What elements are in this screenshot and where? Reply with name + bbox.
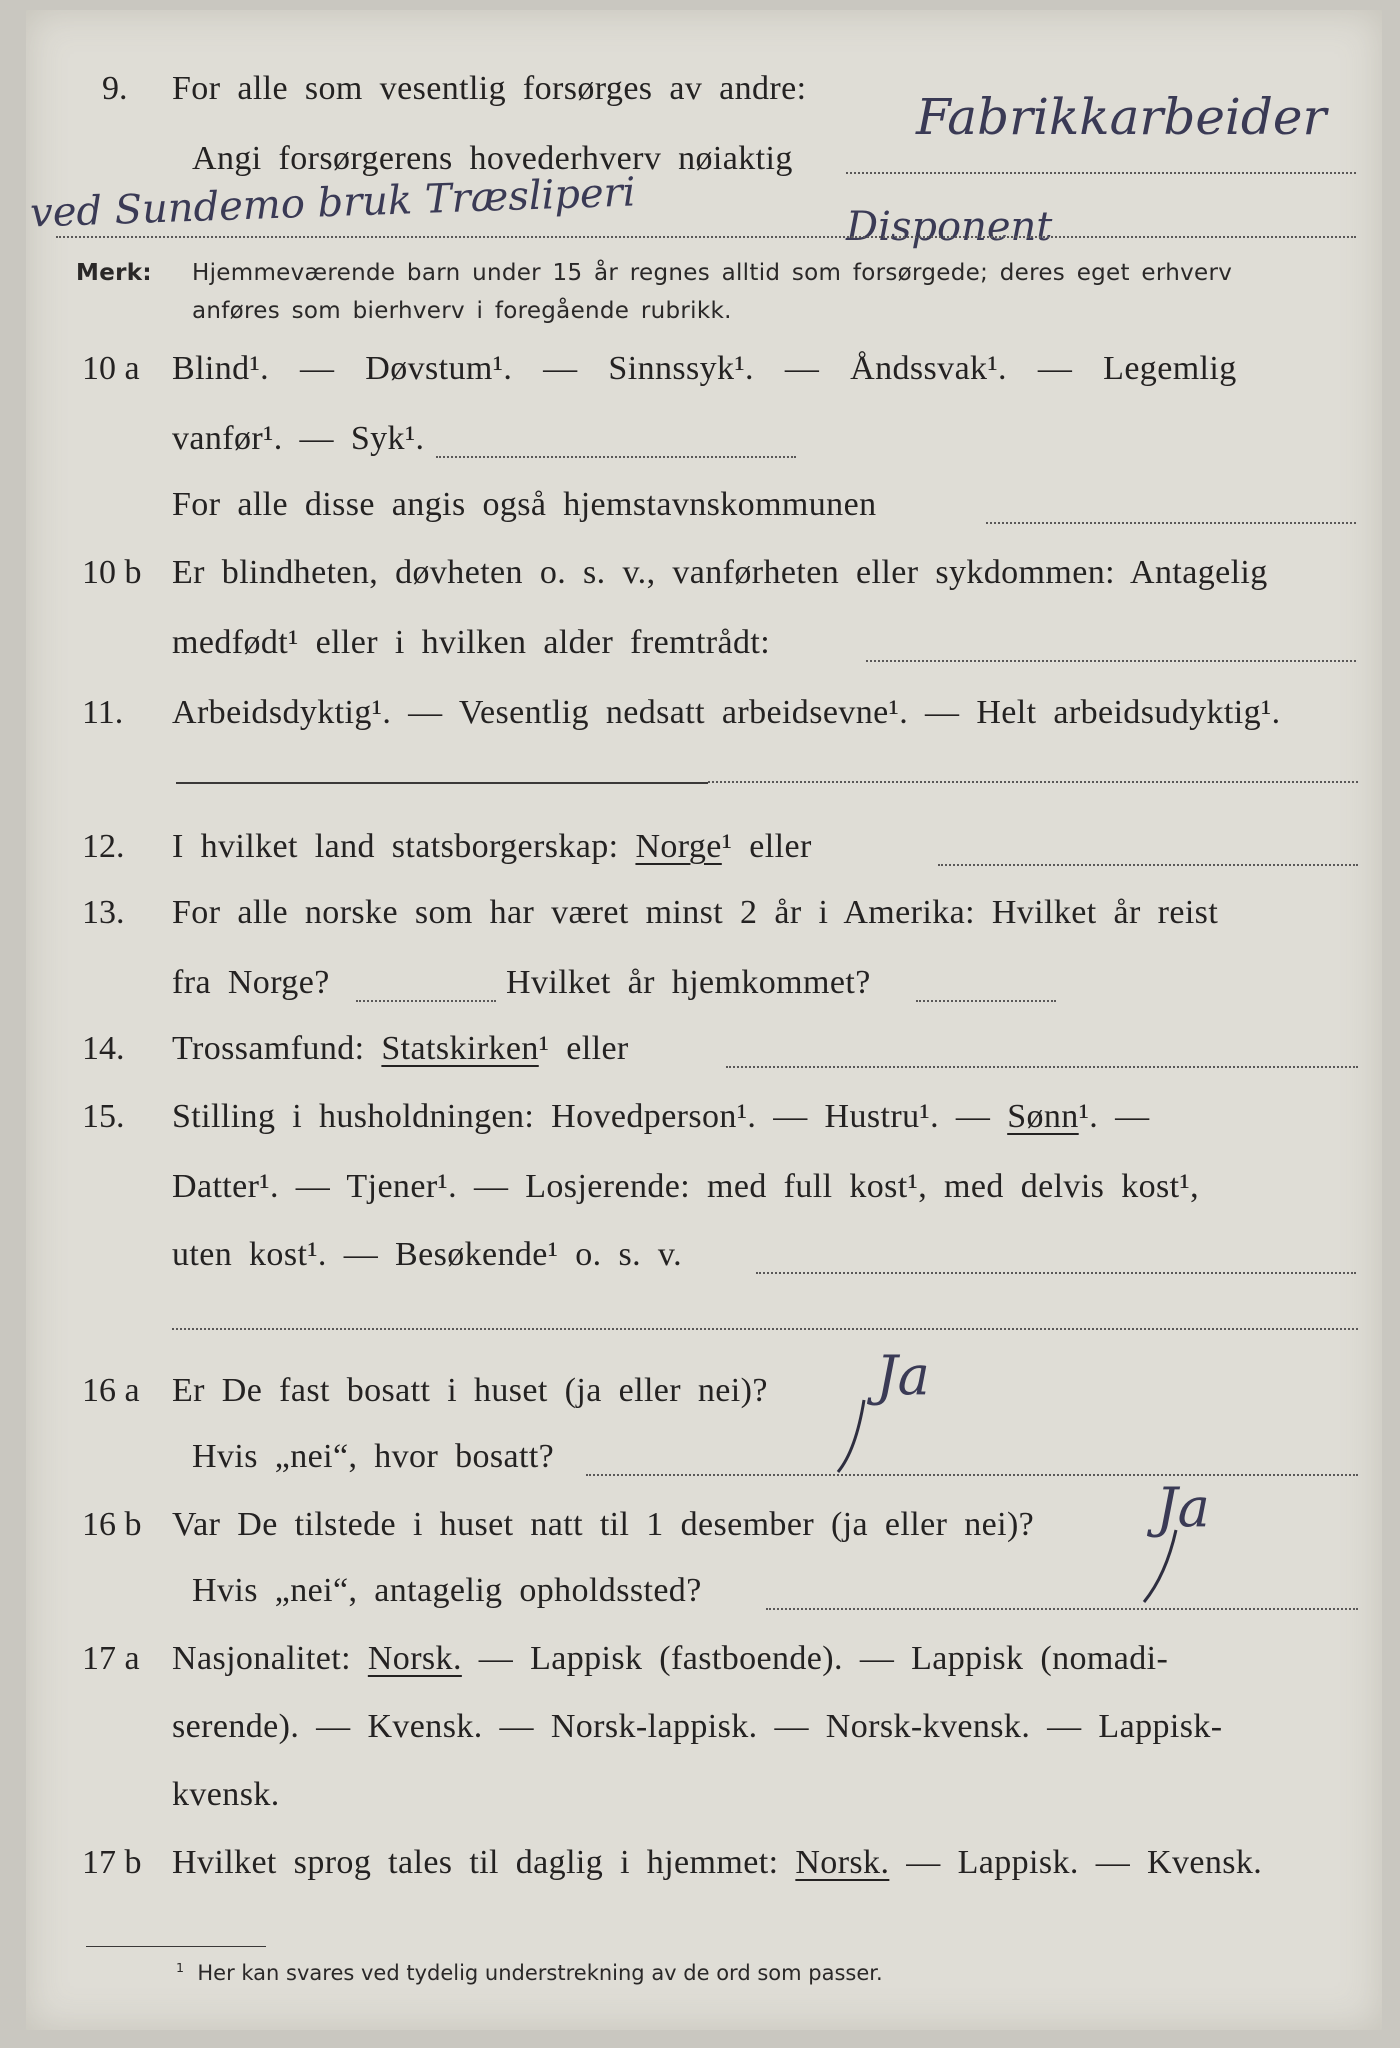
q9-handwritten-answer-3: Disponent	[846, 204, 1053, 250]
q16b-line2: Hvis „nei“, antagelig opholdssted?	[192, 1572, 702, 1609]
q13-line2a: fra Norge?	[172, 964, 330, 1001]
q16a-line1: Er De fast bosatt i huset (ja eller nei)?	[172, 1372, 768, 1409]
q15-line3: uten kost¹. — Besøkende¹ o. s. v.	[172, 1236, 683, 1273]
q17a-underlined-norsk: Norsk.	[367, 1640, 462, 1677]
merk-label: Merk:	[76, 260, 152, 286]
form-page	[26, 10, 1382, 2030]
q9-number: 9.	[102, 70, 128, 107]
q16a-line2: Hvis „nei“, hvor bosatt?	[192, 1438, 555, 1475]
q17a-line2: serende). — Kvensk. — Norsk-lappisk. — Norsk-kvensk. — Lappisk-	[172, 1708, 1223, 1745]
q12-underlined-norge: Norge	[635, 828, 722, 865]
merk-line1: Hjemmeværende barn under 15 år regnes alltid som forsørgede; deres eget erhverv	[192, 260, 1233, 286]
q17a-number: 17 a	[82, 1640, 140, 1677]
q9-line1: For alle som vesentlig forsørges av andre:	[172, 70, 807, 107]
q13-line2b: Hvilket år hjemkommet?	[506, 964, 871, 1001]
q14-line: Trossamfund: Statskirken¹ eller	[172, 1030, 629, 1067]
merk-line2: anføres som bierhverv i foregående rubrikk.	[192, 298, 732, 324]
q9-handwritten-answer-2: ved Sundemo bruk Træsliperi	[29, 169, 637, 237]
q17a-line3: kvensk.	[172, 1776, 280, 1813]
q17a-line1: Nasjonalitet: Norsk. — Lappisk (fastboende). — Lappisk (nomadi-	[172, 1640, 1169, 1677]
q15-line2: Datter¹. — Tjener¹. — Losjerende: med full kost¹, med delvis kost¹,	[172, 1168, 1199, 1205]
q10b-number: 10 b	[82, 554, 142, 591]
q10b-line1: Er blindheten, døvheten o. s. v., vanførheten eller sykdommen: Antagelig	[172, 554, 1268, 591]
q17b-line: Hvilket sprog tales til daglig i hjemmet: Norsk. — Lappisk. — Kvensk.	[172, 1844, 1263, 1881]
q14-underlined-statskirken: Statskirken	[381, 1030, 539, 1067]
q10a-line2: vanfør¹. — Syk¹.	[172, 420, 425, 457]
q16b-line1: Var De tilstede i huset natt til 1 desember (ja eller nei)?	[172, 1506, 1035, 1543]
q10b-line2: medfødt¹ eller i hvilken alder fremtrådt:	[172, 624, 771, 661]
q12-line: I hvilket land statsborgerskap: Norge¹ eller	[172, 828, 812, 865]
q16a-number: 16 a	[82, 1372, 140, 1409]
handwriting-strokes	[26, 10, 1382, 2030]
q16b-handwritten-answer: Ja	[1156, 1476, 1210, 1539]
q17b-underlined-norsk: Norsk.	[795, 1844, 890, 1881]
q17b-number: 17 b	[82, 1844, 142, 1881]
q10a-number: 10 a	[82, 350, 140, 387]
q10a-line3: For alle disse angis også hjemstavnskommunen	[172, 486, 877, 523]
q15-number: 15.	[82, 1098, 125, 1135]
q9-line2: Angi forsørgerens hovederhverv nøiaktig	[192, 140, 793, 177]
q11-number: 11.	[82, 694, 124, 731]
q11-line1: Arbeidsdyktig¹. — Vesentlig nedsatt arbeidsevne¹. — Helt arbeidsudyktig¹.	[172, 694, 1281, 731]
footnote: $^1$ Her kan svares ved tydelig understrekning av de ord som passer.	[176, 1960, 883, 1985]
q13-number: 13.	[82, 894, 125, 931]
q13-line1: For alle norske som har været minst 2 år i Amerika: Hvilket år reist	[172, 894, 1219, 931]
q10a-line1: Blind¹. — Døvstum¹. — Sinnssyk¹. — Åndssvak¹. — Legemlig	[172, 350, 1237, 387]
q16a-handwritten-answer: Ja	[876, 1344, 930, 1407]
q15-underlined-sonn: Sønn	[1007, 1098, 1079, 1135]
q16b-number: 16 b	[82, 1506, 142, 1543]
q15-line1: Stilling i husholdningen: Hovedperson¹. — Hustru¹. — Sønn¹. —	[172, 1098, 1150, 1135]
q9-handwritten-answer-1: Fabrikkarbeider	[916, 88, 1327, 146]
q14-number: 14.	[82, 1030, 125, 1067]
q12-number: 12.	[82, 828, 125, 865]
